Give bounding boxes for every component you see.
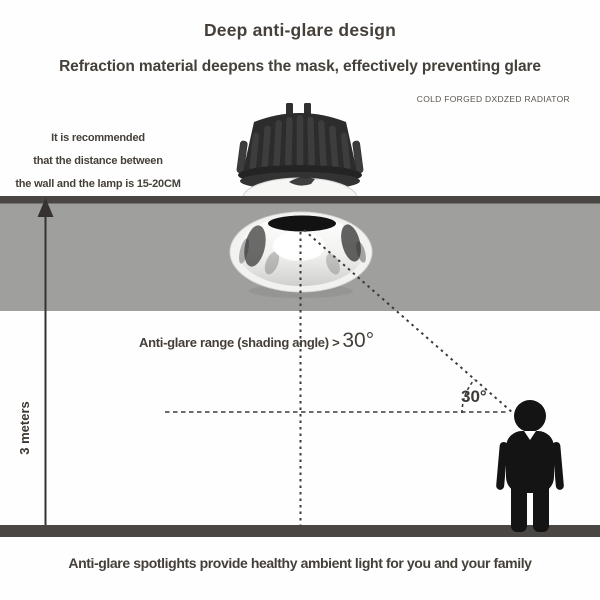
recommendation-line: the wall and the lamp is 15-20CM bbox=[15, 178, 181, 190]
ceiling-top-edge bbox=[0, 196, 600, 204]
radiator-note: COLD FORGED DXDZED RADIATOR bbox=[416, 94, 570, 104]
angle-value-label: 30° bbox=[461, 387, 487, 406]
floor-line bbox=[0, 525, 600, 537]
wall-distance-recommendation bbox=[8, 127, 188, 196]
person-icon bbox=[496, 400, 564, 532]
shading-angle-value: 30° bbox=[342, 329, 375, 352]
page-title: Deep anti-glare design bbox=[203, 20, 397, 40]
light-aperture bbox=[268, 216, 336, 232]
recommendation-line: It is recommended bbox=[51, 132, 145, 144]
shading-angle-text: Anti-glare range (shading angle) > bbox=[139, 335, 340, 350]
shading-angle-label bbox=[139, 329, 374, 353]
footer-caption: Anti-glare spotlights provide healthy ambient light for you and your family bbox=[68, 555, 532, 571]
height-label: 3 meters bbox=[17, 401, 32, 455]
recommendation-line: that the distance between bbox=[33, 155, 163, 167]
page-subtitle: Refraction material deepens the mask, effectively preventing glare bbox=[59, 58, 541, 75]
